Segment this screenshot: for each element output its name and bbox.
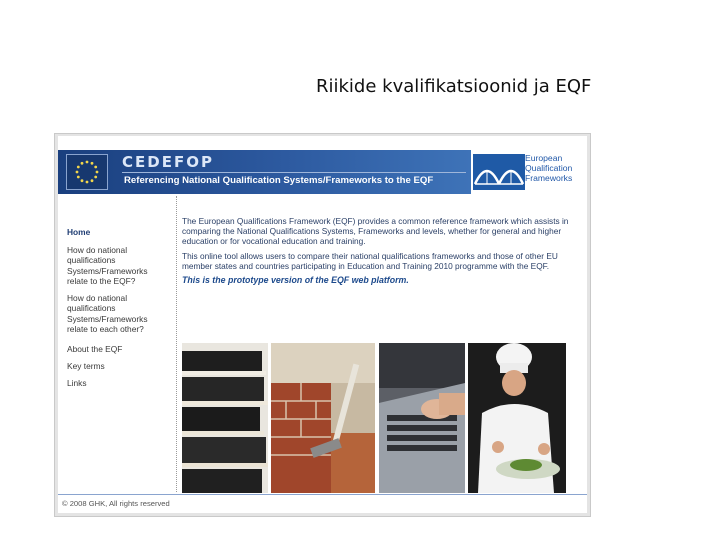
nav-item-key-terms[interactable]: Key terms [67, 361, 105, 371]
eqf-logo-line: Qualification [525, 163, 573, 173]
eqf-logo-line: European [525, 153, 563, 163]
copyright-text: © 2008 GHK, All rights reserved [62, 499, 170, 508]
eqf-bridge-icon [473, 154, 525, 190]
intro-paragraph: The European Qualifications Framework (EQF) provides a common reference framework which assists in comparing the National Qualifications Systems, Frameworks and levels, whether for general and higher education or for vocational education and training. [182, 216, 569, 247]
main-content [182, 216, 582, 289]
nav-item-national-to-each-other[interactable]: How do national qualifications Systems/Frameworks relate to each other? [67, 293, 148, 335]
header-banner [58, 150, 471, 194]
site-header [58, 136, 587, 196]
books-photo [182, 343, 268, 493]
slide-title: Riikide kvalifikatsioonid ja EQF [316, 76, 592, 97]
prototype-notice: This is the prototype version of the EQF web platform. [182, 275, 409, 286]
construction-photo [271, 343, 375, 493]
site-footer [58, 494, 587, 513]
eu-flag-icon [66, 154, 108, 190]
nav-item-about-eqf[interactable]: About the EQF [67, 344, 123, 354]
browser-page [58, 136, 587, 512]
eqf-logo[interactable] [471, 150, 587, 194]
eqf-logo-text [525, 153, 572, 183]
nav-item-home[interactable]: Home [67, 227, 91, 237]
nav-item-national-to-eqf[interactable]: How do national qualifications Systems/Frameworks relate to the EQF? [67, 245, 148, 287]
laptop-photo [379, 343, 465, 493]
sidebar-nav [58, 196, 177, 492]
nav-item-links[interactable]: Links [67, 378, 87, 388]
eqf-logo-line: Frameworks [525, 173, 573, 183]
banner-divider [122, 172, 466, 173]
tool-paragraph: This online tool allows users to compare their national qualifications frameworks and those of other EU member states and countries participating in Education and Training 2010 programme with the EQF. [182, 250, 558, 271]
site-subtitle: Referencing National Qualification Systems/Frameworks to the EQF [124, 175, 434, 186]
chef-photo [468, 343, 566, 493]
website-screenshot [55, 134, 590, 516]
cedefop-logo[interactable]: CEDEFOP [122, 153, 214, 171]
